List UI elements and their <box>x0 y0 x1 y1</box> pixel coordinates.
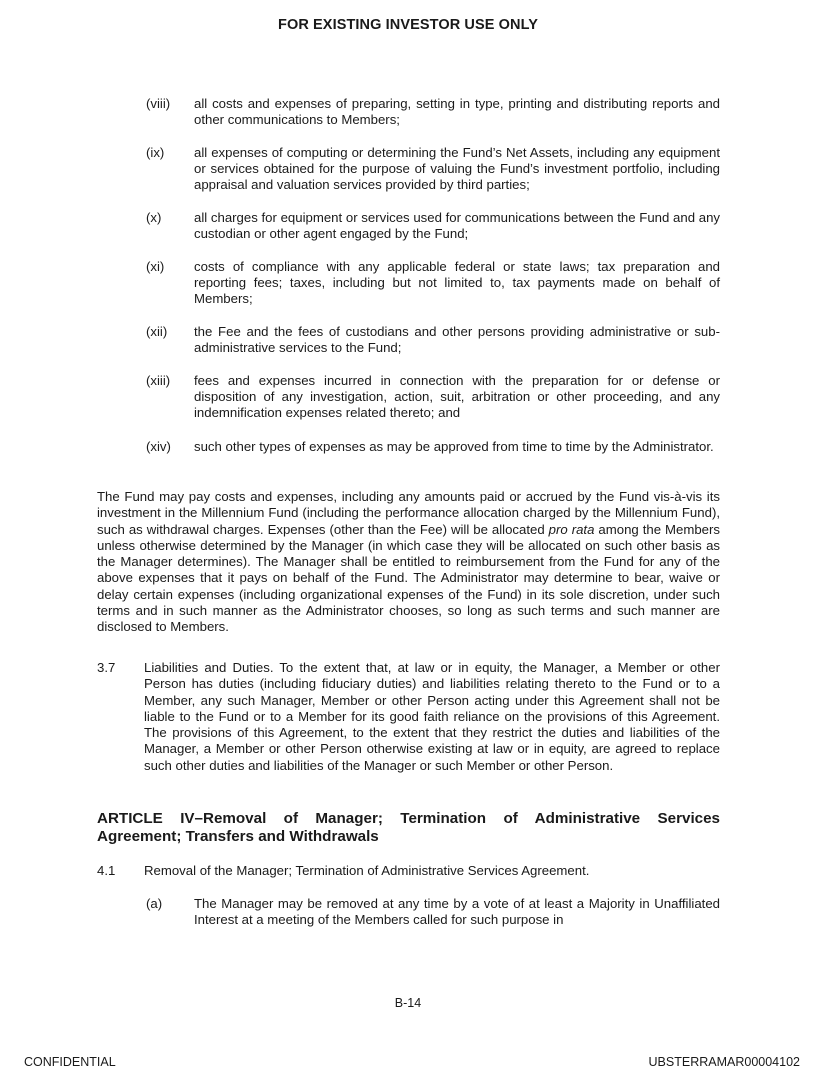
list-item-number: (x) <box>146 210 162 225</box>
article-heading-line1: ARTICLE IV–Removal of Manager; Termination of Administrative Services <box>97 810 720 827</box>
fund-paragraph-part1: The Fund may pay costs and expenses, including any amounts paid or accrued by the Fund vis-à-vis its investment in the Millennium Fund (including the performance allocation charged by the Millennium Fund), such as withdrawal charges. Expenses (other than the Fee) will be allocated <box>97 489 720 537</box>
list-item-x <box>146 210 720 242</box>
fund-expenses-paragraph <box>97 489 720 636</box>
list-item-number: (xi) <box>146 259 165 274</box>
footer-confidential: CONFIDENTIAL <box>24 1055 116 1069</box>
list-item-text: such other types of expenses as may be approved from time to time by the Administrator. <box>194 439 714 454</box>
section-number: 3.7 <box>97 660 116 675</box>
list-item-xi <box>146 259 720 308</box>
article-heading <box>97 810 720 846</box>
footer-bates-number: UBSTERRAMAR00004102 <box>648 1055 800 1069</box>
article-heading-line2: Agreement; Transfers and Withdrawals <box>97 828 379 845</box>
list-item-a <box>146 896 720 928</box>
list-item-text: all expenses of computing or determining the Fund’s Net Assets, including any equipment or services obtained for the purpose of valuing the Fund’s investment portfolio, including appraisal and valuation services provided by third parties; <box>194 145 720 193</box>
page-number: B-14 <box>394 996 422 1010</box>
list-item-xii <box>146 324 720 356</box>
list-item-number: (xiv) <box>146 439 171 454</box>
list-item-viii <box>146 96 720 128</box>
list-item-ix <box>146 145 720 194</box>
list-item-text: The Manager may be removed at any time by a vote of at least a Majority in Unaffiliated Interest at a meeting of the Members called for such purpose in <box>194 896 720 928</box>
section-text: Removal of the Manager; Termination of Administrative Services Agreement. <box>144 863 590 878</box>
fund-paragraph-italic: pro rata <box>548 521 595 537</box>
list-item-number: (viii) <box>146 96 171 111</box>
section-4-1 <box>97 863 720 879</box>
list-item-text: the Fee and the fees of custodians and other persons providing administrative or sub-administrative services to the Fund; <box>194 324 720 356</box>
list-item-xiv <box>146 439 720 455</box>
list-item-number: (ix) <box>146 145 165 160</box>
section-text: Liabilities and Duties. To the extent that, at law or in equity, the Manager, a Member or other Person has duties (including fiduciary duties) and liabilities relating thereto to the Fund or to a Member, any such Manager, Member or other Person acting under this Agreement shall not be liable to the Fund or to a Member for its good faith reliance on the provisions of this Agreement. The provisions of this Agreement, to the extent that they restrict the duties and liabilities of the Manager, a Member or other Person otherwise existing at law or in equity, are agreed to replace such other duties and liabilities of the Manager or such Member or other Person. <box>144 660 720 773</box>
fund-paragraph-part2: among the Members unless otherwise determined by the Manager (in which case they will be allocated on such other basis as the Manager determines). The Manager shall be entitled to reimbursement from the Fund for any of the above expenses that it pays on behalf of the Fund. The Administrator may determine to bear, waive or delay certain expenses (including organizational expenses of the Fund) in its sole discretion, under such terms and in such manner as the Administrator chooses, so long as such terms and such manner are disclosed to Members. <box>97 521 720 635</box>
list-item-number: (xii) <box>146 324 168 339</box>
section-3-7 <box>97 660 720 774</box>
list-item-number: (xiii) <box>146 373 171 388</box>
section-number: 4.1 <box>97 863 116 878</box>
list-item-number: (a) <box>146 896 163 911</box>
list-item-text: all costs and expenses of preparing, setting in type, printing and distributing reports and other communications to Members; <box>194 96 720 128</box>
list-item-text: costs of compliance with any applicable federal or state laws; tax preparation and reporting fees; taxes, including but not limited to, tax payments made on behalf of Members; <box>194 259 720 307</box>
list-item-text: fees and expenses incurred in connection with the preparation for or defense or disposition of any investigation, action, suit, arbitration or other proceeding, and any indemnification expenses related thereto; and <box>194 373 720 421</box>
list-item-text: all charges for equipment or services used for communications between the Fund and any custodian or other agent engaged by the Fund; <box>194 210 720 242</box>
list-item-xiii <box>146 373 720 422</box>
page-header: FOR EXISTING INVESTOR USE ONLY <box>277 17 539 33</box>
